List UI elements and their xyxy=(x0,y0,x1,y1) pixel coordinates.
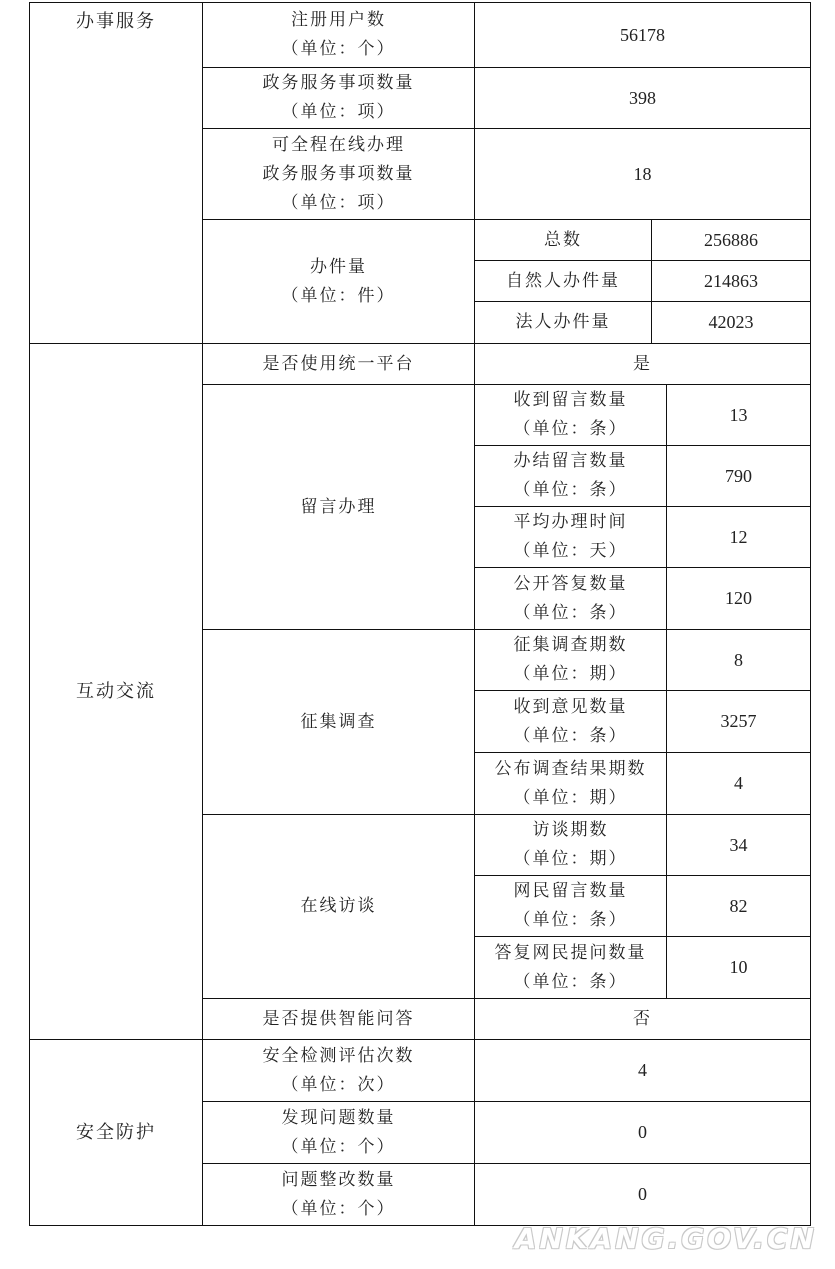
messages-avg-time-value xyxy=(666,506,811,568)
cases-legal-label xyxy=(474,301,652,344)
cases-legal-label-text: 法人办件量 xyxy=(515,312,611,332)
survey-periods-value-text: 8 xyxy=(734,649,743,670)
online-items-value xyxy=(474,128,811,220)
cases-natural-label-text: 自然人办件量 xyxy=(506,270,620,291)
issues-found-unit: （单位：个） xyxy=(281,1136,396,1157)
messages-concluded-label xyxy=(474,445,667,507)
messages-concluded-value xyxy=(666,445,811,507)
interview-replies-value xyxy=(666,936,811,999)
issues-fixed-value-text: 0 xyxy=(638,1184,647,1204)
issues-fixed-unit: （单位：个） xyxy=(281,1198,396,1219)
registered-users-value xyxy=(474,2,811,68)
messages-avg-time-label xyxy=(474,506,667,568)
messages-group-label: 留言办理 xyxy=(300,496,377,517)
online-items-label-cell xyxy=(202,128,475,220)
service-items-value-text: 398 xyxy=(629,87,656,108)
interview-periods-label-text: 访谈期数 xyxy=(532,820,609,840)
service-items-label: 政务服务事项数量 xyxy=(262,73,415,93)
section-security-label: 安全防护 xyxy=(76,1122,156,1143)
issues-fixed-label xyxy=(202,1163,475,1226)
interview-group xyxy=(202,814,475,999)
survey-opinions-label xyxy=(474,690,667,753)
cases-total-label-text: 总数 xyxy=(544,229,582,250)
survey-opinions-value xyxy=(666,690,811,753)
registered-users-value-text: 56178 xyxy=(620,24,665,45)
survey-results-value-text: 4 xyxy=(734,773,743,793)
service-items-unit: （单位：项） xyxy=(281,102,396,122)
survey-group xyxy=(202,629,475,815)
service-items-label-cell xyxy=(202,67,475,129)
messages-concluded-unit: （单位：条） xyxy=(513,480,628,500)
issues-found-label-text: 发现问题数量 xyxy=(281,1107,396,1128)
section-security xyxy=(29,1039,203,1226)
security-checks-value xyxy=(474,1039,811,1102)
registered-users-unit: （单位：个） xyxy=(281,39,396,59)
security-checks-label xyxy=(202,1039,475,1102)
interview-group-label: 在线访谈 xyxy=(300,896,377,916)
cases-total-value-text: 256886 xyxy=(704,229,758,250)
messages-received-value-text: 13 xyxy=(729,404,748,425)
interview-replies-label-text: 答复网民提问数量 xyxy=(494,942,647,963)
section-service-label: 办事服务 xyxy=(76,11,156,32)
messages-received-label xyxy=(474,384,667,446)
smart-qa-value xyxy=(474,998,811,1040)
online-items-label-line1: 可全程在线办理 xyxy=(272,134,405,155)
interview-periods-label xyxy=(474,814,667,876)
interview-netizen-msgs-value-text: 82 xyxy=(729,895,748,916)
messages-received-unit: （单位：条） xyxy=(513,419,628,439)
interview-periods-value-text: 34 xyxy=(729,834,748,855)
section-interaction xyxy=(29,343,203,1040)
messages-public-replies-unit: （单位：条） xyxy=(513,602,628,623)
unified-platform-value-text: 是 xyxy=(633,353,652,374)
interview-periods-value xyxy=(666,814,811,876)
messages-avg-time-unit: （单位：天） xyxy=(513,541,628,561)
section-service xyxy=(29,2,203,344)
survey-results-value xyxy=(666,752,811,815)
survey-results-unit: （单位：期） xyxy=(513,787,628,808)
interview-netizen-msgs-label-text: 网民留言数量 xyxy=(513,881,628,901)
messages-avg-time-value-text: 12 xyxy=(729,526,748,547)
smart-qa-value-text: 否 xyxy=(633,1008,652,1029)
messages-concluded-value-text: 790 xyxy=(725,465,752,486)
registered-users-label-cell xyxy=(202,2,475,68)
security-checks-value-text: 4 xyxy=(638,1060,647,1080)
cases-legal-value-text: 42023 xyxy=(708,312,754,332)
cases-natural-label xyxy=(474,260,652,302)
unified-platform-label xyxy=(202,343,475,385)
issues-found-value-text: 0 xyxy=(638,1122,647,1142)
interview-replies-unit: （单位：条） xyxy=(513,971,628,992)
interview-netizen-msgs-unit: （单位：条） xyxy=(513,910,628,930)
cases-natural-value xyxy=(651,260,811,302)
survey-periods-label-text: 征集调查期数 xyxy=(513,635,628,655)
cases-total-value xyxy=(651,219,811,261)
survey-results-label xyxy=(474,752,667,815)
unified-platform-value xyxy=(474,343,811,385)
messages-concluded-label-text: 办结留言数量 xyxy=(513,451,628,471)
site-watermark: ANKANG.GOV.CN xyxy=(514,1222,817,1255)
messages-public-replies-label xyxy=(474,567,667,630)
interview-replies-value-text: 10 xyxy=(729,957,748,977)
issues-found-label xyxy=(202,1101,475,1164)
registered-users-label: 注册用户数 xyxy=(291,10,386,30)
smart-qa-label xyxy=(202,998,475,1040)
unified-platform-label-text: 是否使用统一平台 xyxy=(262,353,415,374)
survey-periods-label xyxy=(474,629,667,691)
issues-fixed-label-text: 问题整改数量 xyxy=(281,1169,396,1190)
cases-label-cell xyxy=(202,219,475,344)
messages-avg-time-label-text: 平均办理时间 xyxy=(513,512,628,532)
messages-public-replies-label-text: 公开答复数量 xyxy=(513,573,628,594)
security-checks-label-text: 安全检测评估次数 xyxy=(262,1045,415,1066)
smart-qa-label-text: 是否提供智能问答 xyxy=(262,1008,415,1029)
interview-netizen-msgs-label xyxy=(474,875,667,937)
cases-natural-value-text: 214863 xyxy=(704,270,758,291)
service-items-value xyxy=(474,67,811,129)
cases-total-label xyxy=(474,219,652,261)
survey-opinions-value-text: 3257 xyxy=(720,711,757,731)
security-checks-unit: （单位：次） xyxy=(281,1074,396,1095)
section-interaction-label: 互动交流 xyxy=(76,681,156,702)
online-items-unit: （单位：项） xyxy=(281,192,396,213)
survey-periods-value xyxy=(666,629,811,691)
messages-public-replies-value xyxy=(666,567,811,630)
messages-received-value xyxy=(666,384,811,446)
interview-netizen-msgs-value xyxy=(666,875,811,937)
interview-periods-unit: （单位：期） xyxy=(513,849,628,869)
cases-unit: （单位：件） xyxy=(281,285,396,306)
messages-public-replies-value-text: 120 xyxy=(725,588,752,608)
survey-opinions-unit: （单位：条） xyxy=(513,725,628,746)
survey-results-label-text: 公布调查结果期数 xyxy=(494,758,647,779)
messages-received-label-text: 收到留言数量 xyxy=(513,390,628,410)
survey-group-label: 征集调查 xyxy=(300,711,377,732)
survey-periods-unit: （单位：期） xyxy=(513,664,628,684)
online-items-value-text: 18 xyxy=(633,163,652,184)
cases-label: 办件量 xyxy=(310,256,367,277)
messages-group xyxy=(202,384,475,630)
cases-legal-value xyxy=(651,301,811,344)
issues-found-value xyxy=(474,1101,811,1164)
issues-fixed-value xyxy=(474,1163,811,1226)
online-items-label-line2: 政务服务事项数量 xyxy=(262,163,415,184)
interview-replies-label xyxy=(474,936,667,999)
survey-opinions-label-text: 收到意见数量 xyxy=(513,696,628,717)
